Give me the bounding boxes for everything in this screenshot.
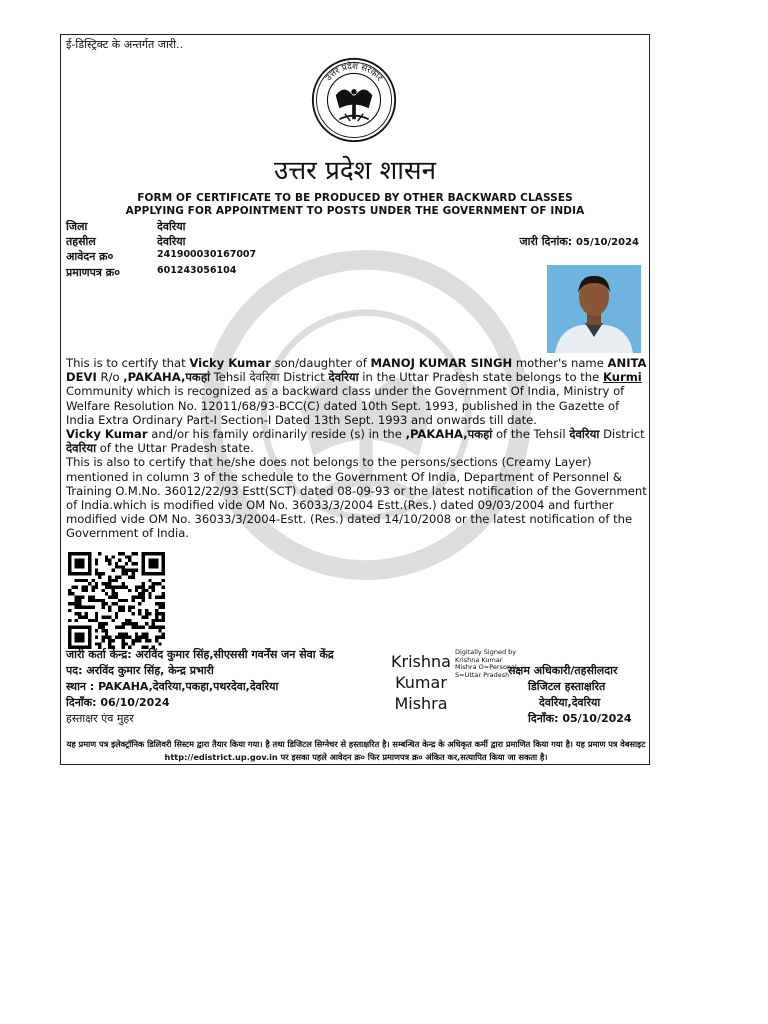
government-title: उत्तर प्रदेश शासन [273, 156, 437, 186]
application-number-value: 241900030167007 [157, 249, 257, 260]
verification-notice: यह प्रमाण पत्र इलेक्ट्रॉनिक डिलिवरी सिस्टम द्वारा तैयार किया गया। है तथा डिजिटल सिग्नेचर से हस्ताक्षरित है। सम्बन्धित केन्द्र के अधिकृत कर्मी द्वारा प्रमाणित किया गया है। यह प्रमाण पत्र वेबसाइट http://edistrict.up.gov.in पर इसका पहले आवेदन क्र० फिर प्रमाणपत्र क्र० अंकित कर,सत्यापित किया जा सकता है। [66, 739, 646, 762]
certificate-paragraph-2 [66, 427, 648, 455]
district-value: देवरिया [157, 220, 186, 233]
text-segment: in the Uttar Pradesh state belongs to the [358, 370, 603, 385]
officer-place: देवरिया,देवरिया [539, 696, 601, 709]
district-name: देवरिया [66, 441, 97, 456]
issue-date-left: दिनाँक: 06/10/2024 [66, 696, 170, 709]
tehsil-name: देवरिया [569, 427, 600, 442]
caste-name: Kurmi [602, 370, 642, 385]
text-segment: Community which is recognized as a backward class under the Government Of India, Ministry of Welfare Resolution No. 12011/68/93-BCC(C) dated 10th Sept. 1993, published in the Gazette of India Extra Ordinary Part-I Section-I Dated 13th Sept. 1993 and onwards till date. [66, 384, 625, 427]
form-title-line-2: APPLYING FOR APPOINTMENT TO POSTS UNDER THE GOVERNMENT OF INDIA [125, 205, 585, 217]
signer-line-3: Mishra [394, 694, 448, 713]
person-silhouette-icon [547, 265, 641, 353]
tehsil-label: तहसील [66, 235, 96, 248]
text-segment: mother's name [512, 356, 608, 370]
text-segment: of the Tehsil [492, 427, 570, 442]
signer-line-1: Krishna [391, 652, 451, 671]
issue-date-label: जारी दिनांक: [519, 235, 573, 248]
competent-officer: सक्षम अधिकारी/तहसीलदार [508, 664, 618, 677]
certificate-number-label: प्रमाणपत्र क्र० [66, 266, 120, 279]
qr-code-icon [68, 552, 165, 649]
village-name: ,PAKAHA,पकहां [123, 370, 210, 385]
signer-line-2: Kumar [395, 673, 447, 692]
up-government-emblem [308, 57, 400, 143]
mother-name: ANITA DEVI [66, 356, 647, 385]
text-segment: Tehsil देवरिया District [210, 370, 329, 385]
digitally-signed-label: डिजिटल हस्ताक्षरित [528, 680, 606, 693]
certificate-paragraph-1 [66, 356, 648, 427]
form-title-line-1: FORM OF CERTIFICATE TO BE PRODUCED BY OTHER BACKWARD CLASSES [137, 192, 573, 204]
text-segment: son/daughter of [270, 356, 371, 370]
digital-signature-info: Digitally Signed by Krishna Kumar Mishra O=Personal, S=Uttar Pradesh [455, 648, 519, 679]
issue-date [520, 234, 640, 249]
village-name: ,PAKAHA,पकहां [405, 427, 493, 442]
application-number-label: आवेदन क्र० [66, 250, 114, 263]
applicant-name: Vicky Kumar [189, 356, 271, 370]
certificate-body [66, 356, 648, 541]
district-label: जिला [66, 220, 88, 233]
certificate-number-value: 601243056104 [157, 265, 237, 276]
certificate-page [60, 34, 650, 765]
issue-date-value: 05/10/2024 [576, 237, 639, 248]
text-segment: and/or his family ordinarily reside (s) in the [147, 427, 406, 442]
text-segment: of the Uttar Pradesh state. [96, 441, 254, 456]
issuing-center: जारी कर्ता केन्द्र: अरविंद कुमार सिंह,सीएससी गवर्नेंस जन सेवा केंद्र [66, 648, 334, 661]
father-name: MANOJ KUMAR SINGH [370, 356, 513, 370]
text-segment: R/o [96, 370, 124, 385]
emblem-arc-text: उत्तर प्रदेश सरकार [323, 61, 385, 84]
applicant-name: Vicky Kumar [66, 427, 148, 442]
digital-signer-name [389, 651, 453, 714]
issued-under-text: ई-डिस्ट्रिक्ट के अन्तर्गत जारी.. [66, 38, 184, 51]
issue-date-right: दिनाँक: 05/10/2024 [528, 712, 632, 725]
issuing-place: स्थान : PAKAHA,देवरिया,पकहा,पथरदेवा,देवरिया [66, 680, 279, 693]
text-segment: District [599, 427, 645, 442]
sign-and-seal-label: हस्ताक्षर एंव मुहर [66, 712, 134, 725]
applicant-photo [547, 265, 641, 353]
certificate-paragraph-3: This is also to certify that he/she does not belongs to the persons/sections (Creamy Layer) mentioned in column 3 of the schedule to the Government Of India, Department of Personnel & Training O.M.No. 36012/22/93 Estt(SCT) dated 08-09-93 or the latest notification of the Government of India.which is modified vide OM No. 36033/3/2004 Estt.(Res.) dated 09/03/2004 and further modified vide OM No. 36033/3/2004-Estt. (Res.) dated 14/10/2008 or the latest notification of the Government of India. [66, 455, 647, 541]
district-name: देवरिया [328, 370, 359, 385]
text-segment: This is to certify that [66, 356, 190, 370]
issuing-post: पद: अरविंद कुमार सिंह, केन्द्र प्रभारी [66, 664, 214, 677]
tehsil-value: देवरिया [157, 235, 186, 248]
